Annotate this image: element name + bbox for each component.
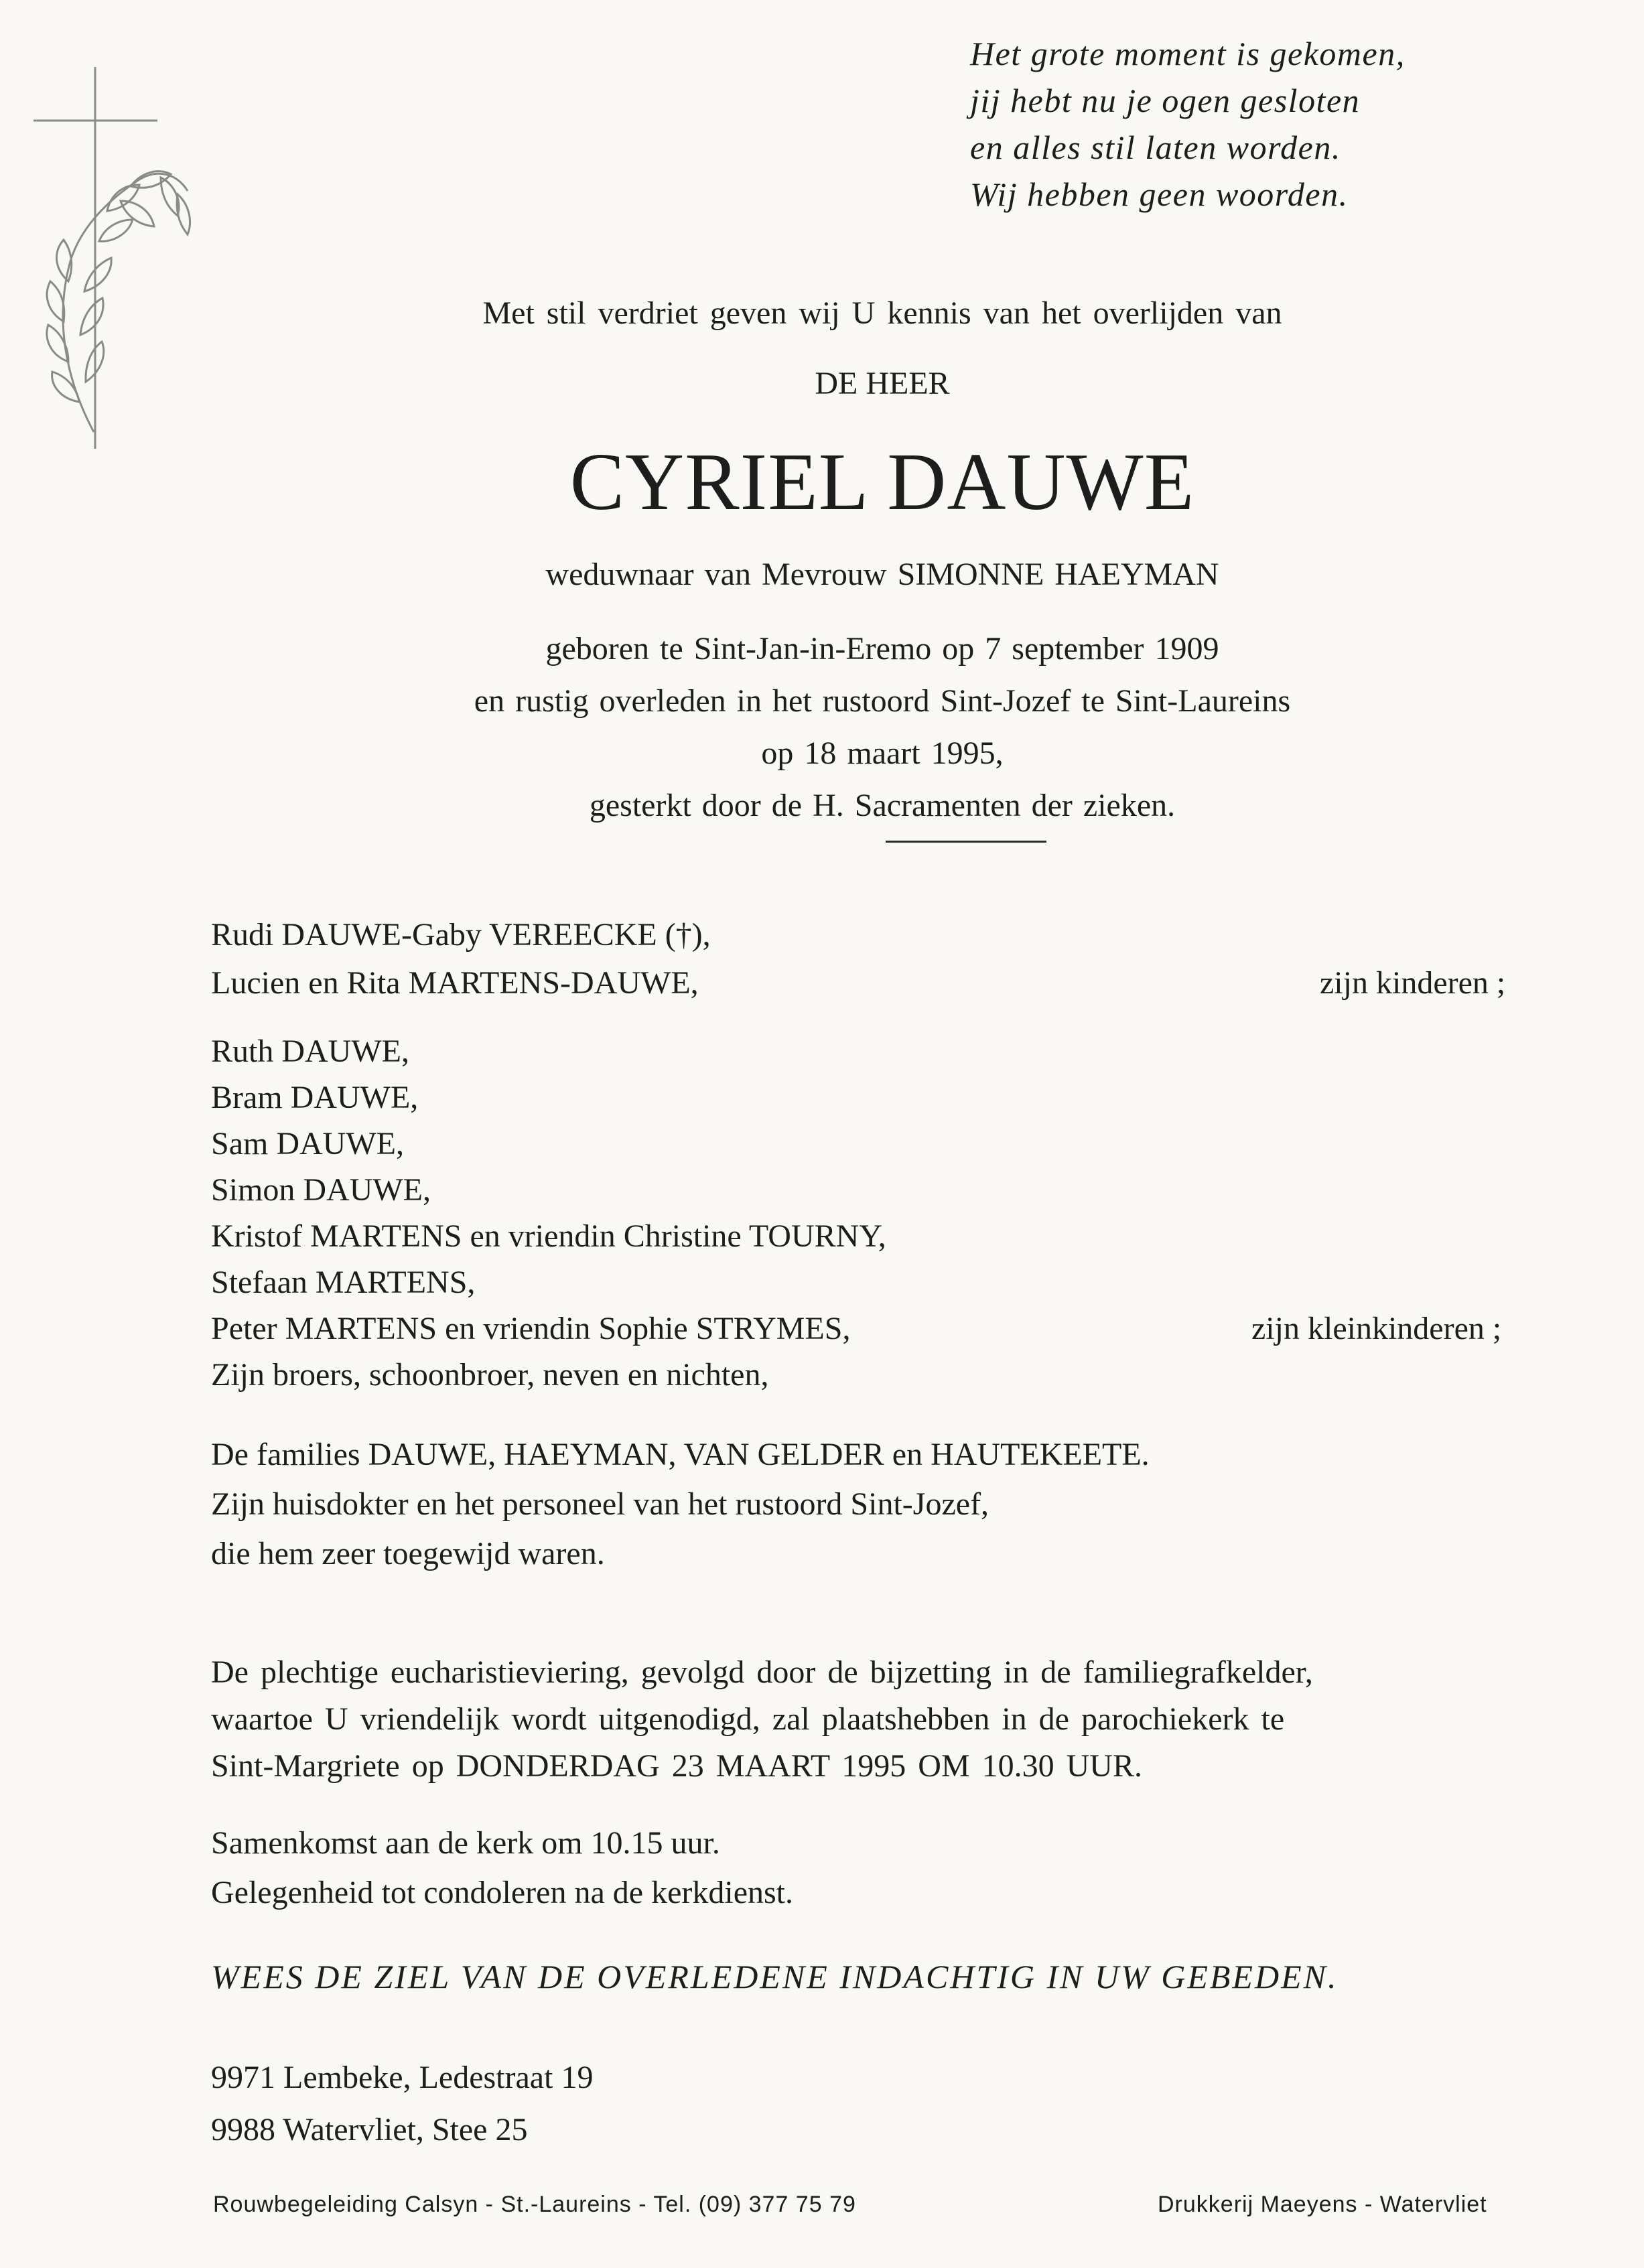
- list-item: Kristof MARTENS en vriendin Christine TOURNY,: [211, 1218, 886, 1254]
- family-line: De families DAUWE, HAEYMAN, VAN GELDER en HAUTEKEETE.: [211, 1437, 1150, 1472]
- address-line: 9971 Lembeke, Ledestraat 19: [211, 2060, 594, 2095]
- list-item: Zijn broers, schoonbroer, neven en nichten,: [211, 1357, 769, 1393]
- ceremony-line: De plechtige eucharistieviering, gevolgd door de bijzetting in de familiegrafkelder,: [211, 1654, 1313, 1690]
- list-item: Stefaan MARTENS,: [211, 1265, 476, 1300]
- list-item: Ruth DAUWE,: [211, 1034, 409, 1069]
- ceremony-line: Sint-Margriete op DONDERDAG 23 MAART 1995 OM 10.30 UUR.: [211, 1748, 1142, 1784]
- poem-line: jij hebt nu je ogen gesloten: [970, 82, 1361, 119]
- list-item: Lucien en Rita MARTENS-DAUWE,: [211, 965, 699, 1001]
- children-label: zijn kinderen ;: [1320, 965, 1506, 1001]
- detail-line: geboren te Sint-Jan-in-Eremo op 7 september 1909: [545, 631, 1219, 666]
- family-line: Zijn huisdokter en het personeel van het rustoord Sint-Jozef,: [211, 1486, 989, 1522]
- poem-line: Het grote moment is gekomen,: [970, 35, 1406, 72]
- detail-line: gesterkt door de H. Sacramenten der zieken.: [589, 788, 1176, 823]
- poem: [970, 30, 1406, 218]
- addresses-block: [211, 2052, 593, 2156]
- gathering-block: [211, 1819, 793, 1918]
- detail-line: op 18 maart 1995,: [761, 735, 1004, 771]
- deceased-name: CYRIEL DAUWE: [569, 437, 1195, 527]
- list-item: Bram DAUWE,: [211, 1080, 419, 1115]
- gathering-line: Gelegenheid tot condoleren na de kerkdienst.: [211, 1875, 794, 1910]
- footer-right: Drukkerij Maeyens - Watervliet: [1158, 2192, 1487, 2217]
- ceremony-line: waartoe U vriendelijk wordt uitgenodigd, zal plaatshebben in de parochiekerk te: [211, 1701, 1285, 1737]
- divider: [886, 841, 1046, 843]
- list-item: Rudi DAUWE-Gaby VEREECKE (†),: [211, 917, 711, 952]
- footer-left: Rouwbegeleiding Calsyn - St.-Laureins - Tel. (09) 377 75 79: [213, 2192, 856, 2217]
- family-line: die hem zeer toegewijd waren.: [211, 1536, 605, 1571]
- ceremony-block: [211, 1649, 1313, 1790]
- detail-line: en rustig overleden in het rustoord Sint-Jozef te Sint-Laureins: [474, 683, 1291, 719]
- grandchildren-list: [211, 1028, 886, 1398]
- grandchildren-label: zijn kleinkinderen ;: [1251, 1311, 1502, 1346]
- widower-line: weduwnaar van Mevrouw SIMONNE HAEYMAN: [545, 557, 1219, 592]
- list-item: Sam DAUWE,: [211, 1126, 404, 1161]
- list-item: Simon DAUWE,: [211, 1172, 431, 1208]
- life-details: [0, 623, 1644, 832]
- title-prefix: DE HEER: [815, 366, 950, 401]
- announcement: Met stil verdriet geven wij U kennis van het overlijden van: [482, 295, 1282, 331]
- prayer-line: WEES DE ZIEL VAN DE OVERLEDENE INDACHTIG IN UW GEBEDEN.: [211, 1958, 1339, 1995]
- children-list: [211, 911, 711, 1007]
- list-item: Peter MARTENS en vriendin Sophie STRYMES,: [211, 1311, 851, 1346]
- poem-line: Wij hebben geen woorden.: [970, 175, 1349, 213]
- families-block: [211, 1430, 1150, 1579]
- poem-line: en alles stil laten worden.: [970, 129, 1341, 166]
- address-line: 9988 Watervliet, Stee 25: [211, 2112, 528, 2147]
- gathering-line: Samenkomst aan de kerk om 10.15 uur.: [211, 1825, 720, 1861]
